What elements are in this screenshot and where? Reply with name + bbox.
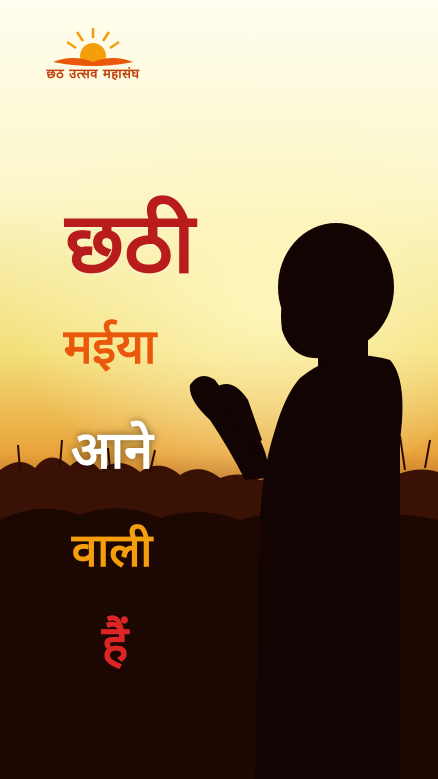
message-line-4: वाली <box>71 523 153 577</box>
message-line-3: आने <box>70 421 153 481</box>
brand-name: छठ उत्सव महासंघ <box>46 67 140 82</box>
message-line-1: छठी <box>65 194 195 292</box>
brand-logo <box>18 22 168 87</box>
rising-sun-logo-icon <box>18 22 168 66</box>
message-line-2: मईया <box>63 319 157 375</box>
message-line-5: हैं <box>101 615 129 673</box>
